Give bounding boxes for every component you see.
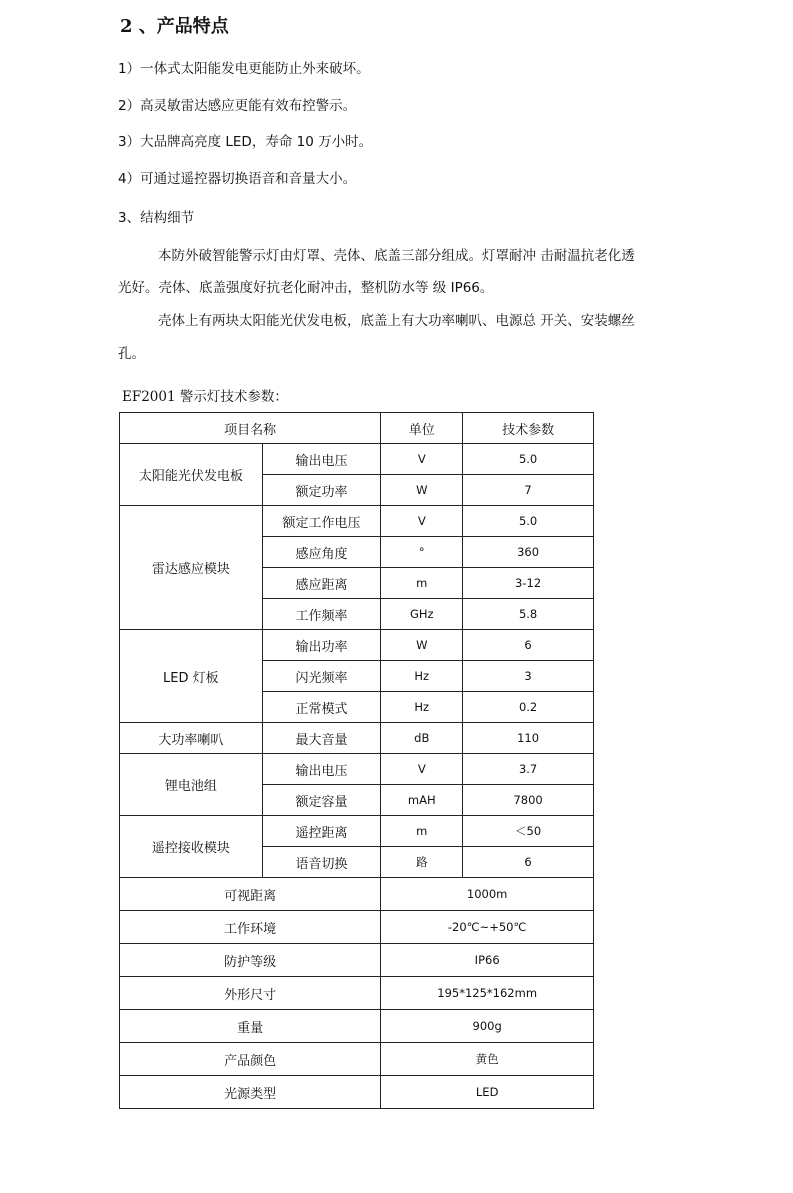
param-name: 输出功率 [262,630,381,661]
param-value: 110 [463,723,594,754]
param-unit: dB [381,723,463,754]
param-name: 重量 [120,1010,381,1043]
param-value: 3 [463,661,594,692]
section-heading: 2 、产品特点 [120,16,229,37]
table-row [120,723,594,754]
table-row [120,878,594,911]
param-name: 防护等级 [120,944,381,977]
param-name: 额定容量 [262,785,381,816]
feature-4: 4）可通过遥控器切换语音和音量大小。 [118,171,357,187]
param-unit: W [381,630,463,661]
structure-para1-line2: 光好。壳体、底盖强度好抗老化耐冲击，整机防水等 级 IP66。 [118,280,494,296]
param-unit: m [381,816,463,847]
param-unit: GHz [381,599,463,630]
group-name: 太阳能光伏发电板 [120,444,263,506]
param-unit: Hz [381,661,463,692]
param-value: 195*125*162mm [381,977,594,1010]
spec-table [119,412,594,1109]
param-value: 黄色 [381,1043,594,1076]
table-row [120,911,594,944]
param-unit: mAH [381,785,463,816]
table-row [120,444,594,475]
table-row [120,977,594,1010]
header-item: 项目名称 [120,413,381,444]
param-value: 5.0 [463,444,594,475]
table-header-row [120,413,594,444]
param-value: 6 [463,630,594,661]
param-value: IP66 [381,944,594,977]
param-value: 0.2 [463,692,594,723]
table-row [120,506,594,537]
feature-1: 1）一体式太阳能发电更能防止外来破坏。 [118,61,370,77]
param-value: -20℃~+50℃ [381,911,594,944]
param-value: 7800 [463,785,594,816]
param-value: LED [381,1076,594,1109]
param-value: 7 [463,475,594,506]
param-name: 输出电压 [262,754,381,785]
param-name: 正常模式 [262,692,381,723]
param-value: 1000m [381,878,594,911]
param-value: 5.8 [463,599,594,630]
param-value: 5.0 [463,506,594,537]
param-name: 遥控距离 [262,816,381,847]
group-name: 锂电池组 [120,754,263,816]
param-name: 闪光频率 [262,661,381,692]
param-value: 6 [463,847,594,878]
param-value: 360 [463,537,594,568]
header-value: 技术参数 [463,413,594,444]
param-name: 工作环境 [120,911,381,944]
param-name: 语音切换 [262,847,381,878]
param-name: 外形尺寸 [120,977,381,1010]
param-value: 3.7 [463,754,594,785]
param-unit: Hz [381,692,463,723]
param-name: 额定功率 [262,475,381,506]
table-row [120,754,594,785]
table-row [120,1076,594,1109]
param-unit: V [381,754,463,785]
param-name: 最大音量 [262,723,381,754]
param-unit: ° [381,537,463,568]
structure-para2-line2: 孔。 [118,346,145,362]
param-name: 输出电压 [262,444,381,475]
param-name: 感应角度 [262,537,381,568]
header-unit: 单位 [381,413,463,444]
param-unit: 路 [381,847,463,878]
param-unit: V [381,506,463,537]
param-unit: W [381,475,463,506]
param-unit: V [381,444,463,475]
structure-title: 3、结构细节 [118,210,195,226]
param-name: 产品颜色 [120,1043,381,1076]
param-name: 光源类型 [120,1076,381,1109]
table-row [120,1043,594,1076]
param-unit: m [381,568,463,599]
param-name: 工作频率 [262,599,381,630]
table-row [120,944,594,977]
param-name: 可视距离 [120,878,381,911]
group-name: 雷达感应模块 [120,506,263,630]
table-row [120,816,594,847]
group-name: 遥控接收模块 [120,816,263,878]
param-name: 额定工作电压 [262,506,381,537]
table-row [120,1010,594,1043]
param-value: ＜50 [463,816,594,847]
table-row [120,630,594,661]
structure-para1-line1: 本防外破智能警示灯由灯罩、壳体、底盖三部分组成。灯罩耐冲 击耐温抗老化透 [158,248,635,264]
group-name: LED 灯板 [120,630,263,723]
table-caption: EF2001 警示灯技术参数： [122,389,288,405]
param-name: 感应距离 [262,568,381,599]
group-name: 大功率喇叭 [120,723,263,754]
param-value: 3-12 [463,568,594,599]
param-value: 900g [381,1010,594,1043]
feature-3: 3）大品牌高亮度 LED，寿命 10 万小时。 [118,134,373,150]
feature-2: 2）高灵敏雷达感应更能有效布控警示。 [118,98,357,114]
structure-para2-line1: 壳体上有两块太阳能光伏发电板，底盖上有大功率喇叭、电源总 开关、安装螺丝 [158,313,635,329]
